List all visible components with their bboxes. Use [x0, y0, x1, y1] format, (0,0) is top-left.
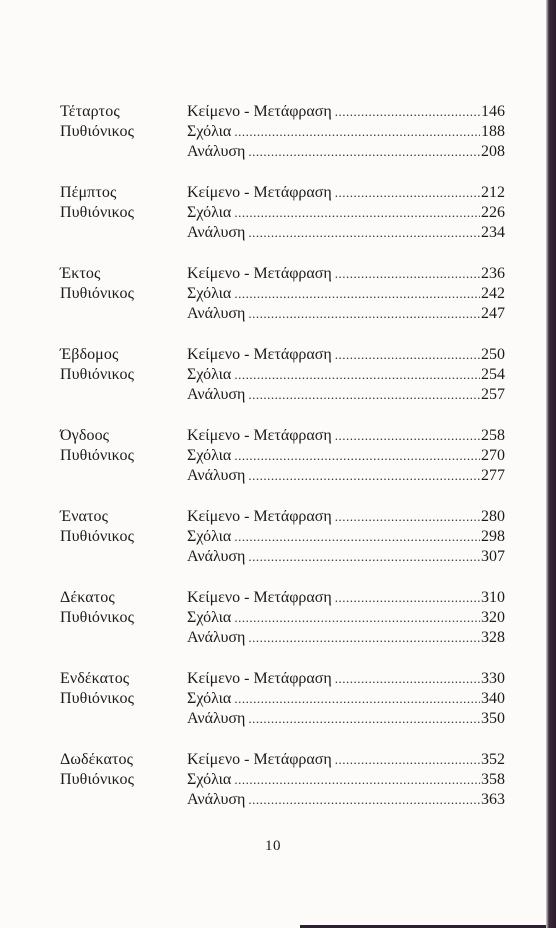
section-title [60, 750, 180, 790]
toc-section [0, 264, 546, 345]
section-entries [187, 345, 505, 405]
section-title-line: Πυθιόνικος [60, 285, 135, 302]
dot-leader [248, 223, 480, 243]
entry-label: Κείμενο - Μετάφραση [187, 589, 332, 606]
dot-leader [335, 102, 480, 122]
entry-page-number: 363 [481, 791, 505, 808]
dot-leader [335, 669, 480, 689]
page-number: 10 [265, 838, 281, 854]
entry-page-number: 250 [481, 346, 505, 363]
entry-page-number: 277 [481, 467, 505, 484]
section-title-line: Πυθιόνικος [60, 771, 135, 788]
section-title [60, 669, 180, 709]
toc-entry [187, 345, 505, 365]
entry-label: Κείμενο - Μετάφραση [187, 184, 332, 201]
section-title [60, 426, 180, 466]
section-title [60, 588, 180, 628]
toc-entry [187, 203, 505, 223]
entry-page-number: 280 [481, 508, 505, 525]
section-title-line: Ένατος [60, 508, 109, 525]
dot-leader [335, 426, 480, 446]
toc-entry [187, 547, 505, 567]
section-entries [187, 750, 505, 810]
toc-entry [187, 284, 505, 304]
entry-label: Ανάλυση [187, 143, 246, 160]
entry-page-number: 236 [481, 265, 505, 282]
section-title [60, 264, 180, 304]
entry-label: Σχόλια [187, 285, 232, 302]
toc-section [0, 345, 546, 426]
toc-section [0, 669, 546, 750]
entry-page-number: 358 [481, 771, 505, 788]
toc-entry [187, 142, 505, 162]
dot-leader [335, 750, 480, 770]
entry-label: Σχόλια [187, 447, 232, 464]
section-title-line: Πυθιόνικος [60, 123, 135, 140]
entry-page-number: 258 [481, 427, 505, 444]
dot-leader [335, 507, 480, 527]
dot-leader [234, 527, 480, 547]
entry-page-number: 298 [481, 528, 505, 545]
dot-leader [248, 709, 480, 729]
section-entries [187, 588, 505, 648]
entry-page-number: 208 [481, 143, 505, 160]
entry-label: Σχόλια [187, 690, 232, 707]
dot-leader [234, 608, 480, 628]
section-title-line: Δωδέκατος [60, 751, 134, 768]
entry-page-number: 328 [481, 629, 505, 646]
entry-page-number: 340 [481, 690, 505, 707]
entry-label: Κείμενο - Μετάφραση [187, 508, 332, 525]
entry-page-number: 257 [481, 386, 505, 403]
entry-label: Σχόλια [187, 528, 232, 545]
toc-entry [187, 588, 505, 608]
section-title [60, 507, 180, 547]
entry-page-number: 254 [481, 366, 505, 383]
section-title-line: Όγδοος [60, 427, 110, 444]
toc-entry [187, 507, 505, 527]
entry-label: Σχόλια [187, 366, 232, 383]
toc-entry [187, 750, 505, 770]
toc-entry [187, 669, 505, 689]
entry-label: Ανάλυση [187, 791, 246, 808]
section-title-line: Πυθιόνικος [60, 447, 135, 464]
entry-page-number: 352 [481, 751, 505, 768]
toc-entry [187, 264, 505, 284]
entry-label: Ανάλυση [187, 386, 246, 403]
section-title [60, 183, 180, 223]
toc-entry [187, 426, 505, 446]
entry-page-number: 226 [481, 204, 505, 221]
dot-leader [248, 385, 480, 405]
entry-page-number: 212 [481, 184, 505, 201]
entry-label: Ανάλυση [187, 710, 246, 727]
entry-page-number: 330 [481, 670, 505, 687]
toc-entry [187, 183, 505, 203]
toc-entry [187, 223, 505, 243]
entry-page-number: 320 [481, 609, 505, 626]
entry-label: Ανάλυση [187, 305, 246, 322]
dot-leader [335, 588, 480, 608]
entry-label: Ανάλυση [187, 548, 246, 565]
toc-entry [187, 527, 505, 547]
entry-label: Κείμενο - Μετάφραση [187, 751, 332, 768]
section-title-line: Δέκατος [60, 589, 115, 606]
dot-leader [248, 466, 480, 486]
section-title [60, 345, 180, 385]
toc-entry [187, 628, 505, 648]
book-edge [546, 0, 556, 928]
toc-section [0, 588, 546, 669]
entry-page-number: 270 [481, 447, 505, 464]
entry-label: Κείμενο - Μετάφραση [187, 427, 332, 444]
toc-section [0, 426, 546, 507]
section-title-line: Ενδέκατος [60, 670, 130, 687]
entry-page-number: 307 [481, 548, 505, 565]
section-title-line: Πυθιόνικος [60, 366, 135, 383]
entry-page-number: 247 [481, 305, 505, 322]
toc-entry [187, 790, 505, 810]
section-title-line: Έκτος [60, 265, 101, 282]
section-title-line: Πυθιόνικος [60, 528, 135, 545]
dot-leader [234, 446, 480, 466]
entry-label: Κείμενο - Μετάφραση [187, 265, 332, 282]
entry-page-number: 188 [481, 123, 505, 140]
toc-entry [187, 446, 505, 466]
dot-leader [248, 547, 480, 567]
section-entries [187, 183, 505, 243]
dot-leader [234, 122, 480, 142]
entry-page-number: 146 [481, 103, 505, 120]
toc-entry [187, 709, 505, 729]
section-title-line: Πυθιόνικος [60, 204, 135, 221]
entry-page-number: 242 [481, 285, 505, 302]
toc-entry [187, 385, 505, 405]
toc-entry [187, 304, 505, 324]
dot-leader [234, 770, 480, 790]
section-title [60, 102, 180, 142]
entry-label: Κείμενο - Μετάφραση [187, 103, 332, 120]
toc-entry [187, 608, 505, 628]
toc-section [0, 183, 546, 264]
toc-entry [187, 122, 505, 142]
entry-label: Σχόλια [187, 204, 232, 221]
toc-entry [187, 466, 505, 486]
section-title-line: Έβδομος [60, 346, 119, 363]
section-entries [187, 669, 505, 729]
section-title-line: Πυθιόνικος [60, 609, 135, 626]
dot-leader [335, 264, 480, 284]
dot-leader [234, 284, 480, 304]
table-of-contents [0, 102, 546, 831]
section-title-line: Πέμπτος [60, 184, 117, 201]
section-title-line: Τέταρτος [60, 103, 120, 120]
toc-section [0, 102, 546, 183]
entry-label: Ανάλυση [187, 224, 246, 241]
dot-leader [234, 689, 480, 709]
section-entries [187, 507, 505, 567]
dot-leader [248, 628, 480, 648]
entry-page-number: 234 [481, 224, 505, 241]
entry-page-number: 350 [481, 710, 505, 727]
entry-label: Σχόλια [187, 609, 232, 626]
dot-leader [248, 790, 480, 810]
entry-label: Σχόλια [187, 771, 232, 788]
entry-page-number: 310 [481, 589, 505, 606]
toc-section [0, 750, 546, 831]
dot-leader [234, 203, 480, 223]
entry-label: Κείμενο - Μετάφραση [187, 346, 332, 363]
dot-leader [248, 142, 480, 162]
dot-leader [335, 345, 480, 365]
dot-leader [335, 183, 480, 203]
entry-label: Σχόλια [187, 123, 232, 140]
entry-label: Ανάλυση [187, 467, 246, 484]
dot-leader [248, 304, 480, 324]
toc-entry [187, 689, 505, 709]
section-entries [187, 264, 505, 324]
toc-entry [187, 365, 505, 385]
toc-entry [187, 102, 505, 122]
toc-entry [187, 770, 505, 790]
section-entries [187, 426, 505, 486]
toc-section [0, 507, 546, 588]
section-entries [187, 102, 505, 162]
section-title-line: Πυθιόνικος [60, 690, 135, 707]
entry-label: Κείμενο - Μετάφραση [187, 670, 332, 687]
dot-leader [234, 365, 480, 385]
entry-label: Ανάλυση [187, 629, 246, 646]
